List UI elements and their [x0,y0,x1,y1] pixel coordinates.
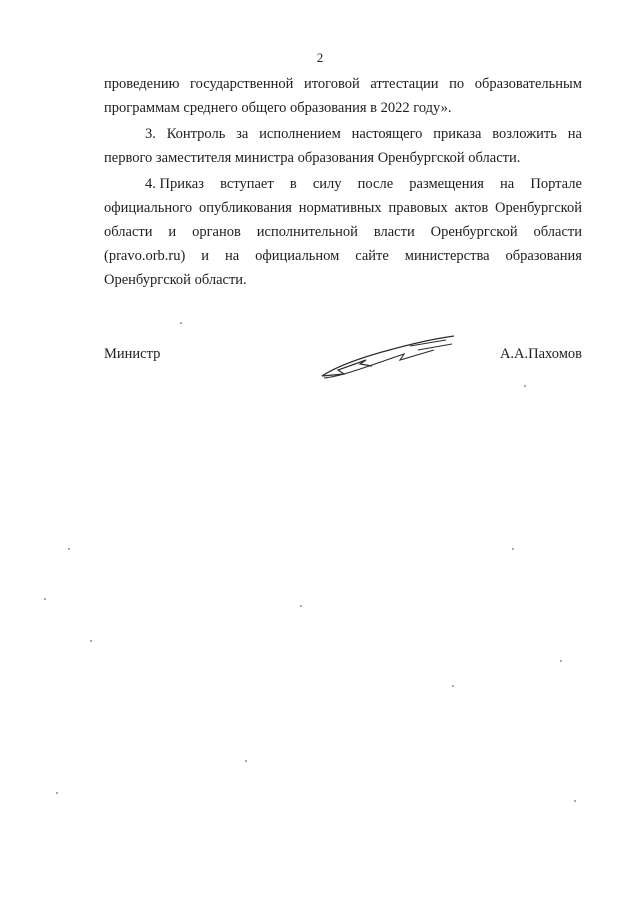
word: возложить [492,126,557,142]
text-line: программам среднего общего образования в 2022 году». [104,100,452,116]
signature-block [104,346,582,406]
signer-title: Министр [104,346,161,362]
word: власти [373,224,415,240]
scan-speck [512,548,514,550]
page-number: 2 [316,50,324,65]
text-line [104,196,582,220]
word: опубликования [199,200,292,216]
word: Портале [530,176,582,192]
word: и [201,248,210,264]
word: правовых [388,200,448,216]
scan-speck [300,605,302,607]
word: силу [312,176,342,192]
word: сайте [355,248,389,264]
word: нормативных [298,200,382,216]
text-line: первого заместителя министра образования Оренбургской области. [104,150,521,166]
word: Контроль [166,126,226,142]
text-line [104,172,582,196]
word: исполнительной [256,224,358,240]
scan-speck [245,760,247,762]
word: на [567,126,582,142]
word: (pravo.orb.ru) [104,248,186,264]
word: на [500,176,515,192]
paragraph-continuation [104,72,582,120]
word: образования [505,248,582,264]
word: аттестации [370,76,439,92]
scan-speck [68,548,70,550]
word: области [533,224,582,240]
word: приказа [433,126,482,142]
word: министерства [404,248,490,264]
handwritten-signature [314,334,464,394]
word: государственной [190,76,294,92]
scan-speck [560,660,562,662]
scan-speck [524,385,526,387]
word: 3. [145,126,156,142]
word: вступает [220,176,274,192]
word: после [357,176,394,192]
paragraph-item-4 [104,172,582,292]
scan-speck [452,685,454,687]
word: Оренбургской [430,224,518,240]
word: итоговой [303,76,360,92]
text-line [104,72,582,96]
scan-speck [44,598,46,600]
word: исполнением [259,126,341,142]
word: актов [454,200,489,216]
text-line [104,244,582,268]
scan-speck [56,792,58,794]
text-line [104,122,582,146]
word: настоящего [351,126,423,142]
text-line: Оренбургской области. [104,272,247,288]
word: 4. Приказ [145,176,204,192]
word: Оренбургской [495,200,582,216]
word: образовательным [474,76,582,92]
word: официального [104,200,193,216]
text-line [104,220,582,244]
word: области [104,224,153,240]
paragraph-item-3 [104,122,582,170]
word: проведению [104,76,180,92]
word: за [236,126,249,142]
scan-speck [180,322,182,324]
word: в [289,176,297,192]
word: органов [192,224,241,240]
word: по [449,76,465,92]
word: на [224,248,240,264]
word: официальном [255,248,340,264]
word: размещения [409,176,484,192]
scan-speck [574,800,576,802]
scan-speck [90,640,92,642]
word: и [168,224,177,240]
signer-name: А.А.Пахомов [499,346,582,362]
